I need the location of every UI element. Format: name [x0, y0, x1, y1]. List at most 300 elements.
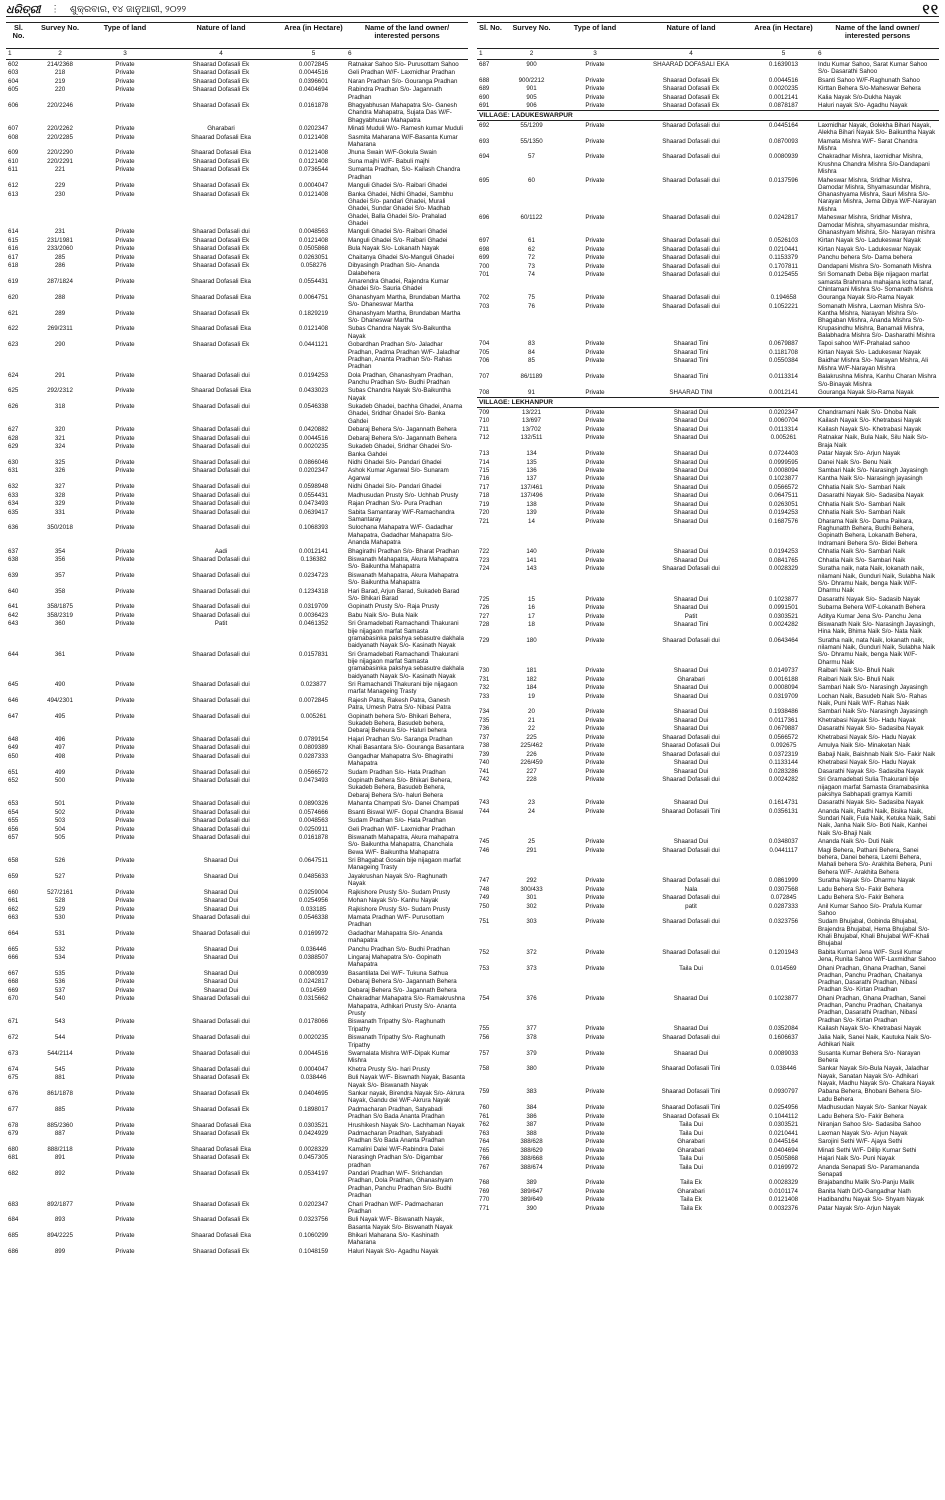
table-row	[477, 121, 939, 137]
sl-no: 728	[479, 621, 490, 629]
land-nature: Shaarad Dofasali Ek	[192, 245, 250, 253]
area-hectare: 0.1023877	[768, 475, 799, 483]
owner-names: Kirtan Nayak S/o- Ladukeswar Nayak	[818, 237, 921, 245]
land-nature: Shaarad Dui	[673, 458, 709, 466]
owner-names: Lingaraj Mahapatra S/o- Gopinath Mahapatra	[348, 954, 442, 969]
survey-no: 25	[528, 838, 535, 846]
area-hectare: 0.0457305	[298, 1154, 329, 1162]
area-hectare: 0.0287333	[298, 752, 329, 760]
area-hectare: 0.0202347	[768, 408, 799, 416]
survey-no: 331	[54, 508, 66, 516]
owner-names: Hrushikesh Nayak S/o- Lachhaman Nayak	[348, 1121, 465, 1129]
land-nature: Shaarad Dofasali dui	[192, 800, 250, 808]
land-type: Private	[115, 914, 135, 922]
sl-no: 725	[479, 595, 490, 603]
area-hectare: 0.0254956	[768, 1104, 799, 1112]
survey-no: 75	[528, 294, 535, 302]
land-nature: Shaarad Dui	[673, 509, 709, 517]
area-hectare: 0.0169972	[298, 929, 329, 937]
survey-no: 14	[528, 517, 535, 525]
area-hectare: 0.0307568	[768, 885, 799, 893]
sl-no: 769	[479, 1187, 490, 1195]
table-row	[6, 524, 468, 547]
area-hectare: 0.0020235	[298, 1034, 329, 1042]
sl-no: 636	[8, 524, 19, 532]
area-hectare: 0.0044516	[298, 434, 329, 442]
land-type: Private	[585, 716, 605, 724]
survey-no: 227	[526, 767, 537, 775]
land-type: Private	[115, 434, 135, 442]
sl-no: 738	[479, 742, 490, 750]
table-row	[477, 483, 939, 491]
land-nature: Shaarad Dofasali dui	[192, 587, 250, 595]
land-type: Private	[115, 190, 135, 198]
land-nature: Shaarad Dofasali dui	[192, 603, 250, 611]
area-hectare: 0.0210441	[768, 1129, 799, 1137]
sl-no: 750	[479, 902, 490, 910]
land-type: Private	[585, 517, 605, 525]
sl-no: 622	[8, 325, 19, 333]
table-row	[6, 69, 468, 77]
survey-no: 540	[54, 995, 66, 1003]
survey-no: 83	[528, 340, 535, 348]
village-heading: VILLAGE: LEKHANPUR	[477, 397, 939, 407]
survey-no: 221	[54, 166, 66, 174]
sl-no: 649	[8, 744, 19, 752]
area-hectare: 0.0161878	[298, 834, 329, 841]
survey-no: 495	[54, 712, 66, 720]
owner-names: Madhusudan Nayak S/o- Sankar Nayak	[818, 1104, 927, 1112]
land-type: Private	[115, 1216, 135, 1224]
land-nature: Shaarad Dofasali Ek	[192, 341, 250, 349]
owner-names: Rajesh Patra, Rakesh Patra, Ganesh Patra, Umesh Patra S/o- Nibasi Patra	[348, 696, 451, 712]
owner-names: Chhatia Naik S/o- Sambari Naik	[818, 483, 906, 491]
owner-names: Rajan Pradhan S/o- Pura Pradhan	[348, 500, 443, 508]
survey-no: 544	[54, 1034, 66, 1042]
survey-no: 888/2118	[47, 1145, 73, 1153]
survey-no: 181	[526, 667, 537, 675]
land-nature: Shaarad Tini	[673, 348, 709, 356]
header-area: Area (in Hectare)	[751, 23, 816, 49]
sl-no: 711	[479, 425, 489, 433]
owner-names: Sabita Samantaray W/F-Ramachandra Samantaray	[348, 508, 455, 523]
land-nature: Shaarad Dofasali Ek	[662, 93, 720, 101]
owner-names: Minati Sethi W/F- Dillip Kumar Sethi	[818, 1146, 917, 1154]
land-type: Private	[115, 426, 135, 434]
land-nature: Taila Dui	[679, 1163, 703, 1171]
table-row	[6, 1018, 468, 1034]
owner-names: Biswanath Tripathy S/o- Raghunath Tripathy	[348, 1018, 446, 1033]
sl-no: 664	[8, 929, 19, 937]
land-nature: Shaarad Dofasali Eka	[191, 387, 251, 395]
header-owner: Name of the land owner/ interested persons	[816, 23, 939, 49]
table-row	[477, 838, 939, 846]
area-hectare: 0.0044516	[768, 76, 799, 84]
owner-names: Gouranga Nayak S/o-Rama Nayak	[818, 389, 914, 396]
land-type: Private	[115, 157, 135, 165]
village-heading-row	[477, 111, 939, 121]
village-heading-row	[477, 397, 939, 407]
owner-names: Ashok Kumar Agarwal S/o- Sunaram Agarwal	[348, 467, 449, 482]
land-nature: Shaarad Dofasali dui	[192, 735, 250, 743]
page-number: ୧୧	[922, 1, 939, 17]
survey-no: 230	[54, 190, 66, 198]
owner-names: Ananda Naik, Radhi Naik, Bisika Naik, Sundari Naik, Fula Naik, Ketuka Naik, Sabi Naik, Janha Naik S/o- Boti Naik, Kanhei Naik S/o-Bhaji Naik	[818, 807, 936, 837]
table-row	[6, 954, 468, 970]
sl-no: 634	[8, 500, 19, 508]
land-nature: Shaarad Dofasali dui	[662, 948, 720, 956]
table-row	[6, 443, 468, 459]
owner-names: Jalia Naik, Sanei Naik, Kautuka Naik S/o- Adhikari Naik	[818, 1033, 932, 1049]
table-row	[6, 897, 468, 905]
owner-names: Biswanath Mahapatra, Akura Mahapatra S/o- Baikuntha Mahapatra	[348, 571, 459, 587]
land-nature: Shaarad Dofasali Ek	[662, 85, 720, 93]
owner-names: Kailash Nayak S/o- Khetrabasi Nayak	[818, 417, 922, 425]
land-type: Private	[115, 897, 135, 905]
sl-no: 651	[8, 768, 19, 776]
area-hectare: 0.0012141	[768, 389, 799, 396]
land-type: Private	[115, 245, 135, 253]
land-type: Private	[115, 1105, 135, 1113]
sl-no: 756	[479, 1033, 490, 1041]
table-row	[477, 245, 939, 253]
survey-no: 496	[54, 735, 66, 743]
owner-names: Babaji Naik, Baishnab Naik S/o- Fakir Naik	[818, 750, 936, 758]
land-type: Private	[115, 1170, 135, 1178]
land-type: Private	[585, 742, 605, 750]
land-type: Private	[115, 872, 135, 880]
sl-no: 751	[479, 918, 490, 926]
land-type: Private	[115, 102, 135, 110]
sl-no: 604	[8, 77, 19, 85]
header-nature: Nature of land	[161, 23, 281, 49]
area-hectare: 0.0991501	[768, 604, 799, 612]
land-nature: Shaarad Dofasali Tini	[661, 807, 721, 815]
sl-no: 735	[479, 716, 490, 724]
land-nature: Shaarad Dofasali dui	[192, 914, 250, 922]
sl-no: 685	[8, 1232, 19, 1240]
land-nature: Shaarad Dofasali dui	[662, 1033, 720, 1041]
sl-no: 699	[479, 254, 490, 262]
survey-no: 324	[54, 443, 66, 451]
land-type: Private	[585, 417, 605, 425]
area-hectare: 0.0303521	[298, 1121, 329, 1129]
land-nature: Shaarad Dofasali dui	[192, 434, 250, 442]
area-hectare: 0.0809389	[298, 744, 329, 752]
land-nature: Shaarad Dofasali dui	[192, 403, 250, 411]
sl-no: 737	[479, 733, 490, 741]
land-type: Private	[115, 443, 135, 451]
survey-no: 220/2246	[47, 102, 73, 110]
area-hectare: 0.0121408	[298, 133, 329, 141]
sl-no: 661	[8, 897, 19, 905]
owner-names: Ananda Senapati S/o- Paramananda Senapati	[818, 1163, 920, 1178]
area-hectare: 0.0505868	[298, 245, 329, 253]
survey-no: 390	[526, 1204, 537, 1212]
header-area: Area (in Hectare)	[281, 23, 346, 49]
sl-no: 620	[8, 293, 19, 301]
land-nature: Shaarad Dui	[673, 517, 709, 525]
survey-no: 502	[54, 808, 66, 816]
table-row	[6, 816, 468, 824]
owner-names: Maheswar Mishra, Sridhar Mishra, Damodar Mishra, Shyamasundar Mishra, Ghanashyama Mishra, Sauri Mishra S/o- Narayan Mishra, Jema Dibya W/F-Narayan Mishra	[818, 176, 937, 213]
survey-no: 13/221	[522, 408, 541, 416]
sl-no: 639	[8, 571, 19, 579]
table-row	[477, 918, 939, 948]
land-nature: Shaarad Dofasali dui	[662, 565, 720, 573]
sl-no: 677	[8, 1105, 19, 1113]
land-nature: Shaarad Dofasali dui	[662, 237, 720, 245]
area-hectare: 0.0008094	[768, 684, 799, 692]
table-row	[477, 1129, 939, 1137]
owner-names: Khetrabasi Nayak S/o- Hadu Nayak	[818, 759, 916, 767]
table-row	[6, 1074, 468, 1090]
owner-names: Kirtan Nayak S/o- Ladukeswar Nayak	[818, 245, 921, 253]
land-type: Private	[115, 556, 135, 564]
table-row	[477, 708, 939, 716]
owner-names: Chhatia Naik S/o- Sambari Naik	[818, 556, 906, 564]
land-nature: Shaarad Dofasali dui	[192, 808, 250, 816]
area-hectare: 0.0424929	[298, 1130, 329, 1138]
survey-no: 138	[526, 500, 537, 508]
land-nature: Shaarad Dui	[203, 897, 239, 905]
table-row	[477, 807, 939, 837]
survey-no: 137	[526, 475, 537, 483]
area-hectare: 0.0473493	[298, 776, 329, 784]
survey-no: 328	[54, 491, 66, 499]
table-row	[6, 1154, 468, 1170]
table-row	[6, 986, 468, 994]
owner-names: Minati Muduli W/o- Ramesh kumar Muduli	[348, 125, 463, 133]
owner-names: Chakradhar Mishra, laxmidhar Mishra, Krushna Chandra Mishra S/o-Dandapani Mishra	[818, 153, 930, 176]
sl-no: 736	[479, 725, 490, 733]
table-row	[6, 1049, 468, 1065]
land-nature: Shaarad Dofasali dui	[192, 458, 250, 466]
land-type: Private	[585, 245, 605, 253]
table-row	[6, 60, 468, 69]
owner-names: Biswanath Mahapatra, Akura Mahapatra S/o- Baikuntha Mahapatra	[348, 556, 459, 571]
table-row	[477, 692, 939, 708]
land-nature: Shaarad Dofasali dui	[192, 995, 250, 1003]
area-hectare: 0.058276	[300, 262, 327, 270]
area-hectare: 0.1068393	[298, 524, 329, 532]
area-hectare: 0.0194253	[768, 509, 799, 517]
survey-no: 885/2360	[47, 1121, 73, 1129]
sl-no: 655	[8, 817, 19, 825]
survey-no: 84	[528, 348, 535, 356]
land-nature: Shaarad Dui	[673, 716, 709, 724]
area-hectare: 0.0598948	[298, 483, 329, 491]
owner-names: Ananda Naik S/o- Duti Naik	[818, 838, 894, 846]
sl-no: 698	[479, 245, 490, 253]
sl-no: 687	[479, 60, 490, 68]
survey-no: 23	[528, 799, 535, 807]
left-column	[6, 22, 468, 1498]
land-nature: Shaarad Dofasali dui	[192, 776, 250, 784]
survey-no: 72	[528, 254, 535, 262]
sl-no: 659	[8, 872, 19, 880]
area-hectare: 0.0121408	[298, 325, 329, 333]
table-row	[477, 885, 939, 893]
owner-names: Chaitanya Ghadei S/o-Manguli Ghadei	[348, 253, 454, 261]
area-hectare: 0.0117361	[769, 716, 798, 724]
owner-names: Maheswar Mishra, Sridhar Mishra, Damodar Mishra, shyamasundar mishra, Ghanashyam Mishra, S/o- Narayan mishra	[818, 214, 936, 236]
area-hectare: 0.1181708	[769, 348, 798, 356]
sl-no: 612	[8, 182, 19, 190]
survey-no: 286	[54, 262, 66, 270]
survey-no: 534	[54, 954, 66, 962]
table-row	[477, 294, 939, 302]
owner-names: Bhikari Maharana S/o- Kashinath Maharana	[348, 1232, 439, 1247]
survey-no: 358/1875	[47, 603, 73, 611]
sl-no: 739	[479, 750, 490, 758]
sl-no: 619	[8, 278, 19, 286]
land-nature: Shaarad Dui	[203, 872, 239, 880]
area-hectare: 0.0242817	[298, 978, 329, 986]
survey-no: 220/2290	[47, 149, 73, 157]
table-row	[477, 1163, 939, 1179]
survey-no: 15	[528, 595, 535, 603]
table-row	[477, 595, 939, 603]
land-nature: Shaarad Dui	[673, 1049, 709, 1057]
land-nature: Shaarad Dui	[203, 888, 239, 896]
owner-names: Haluri Nayak S/o- Agadhu Nayak	[348, 1247, 439, 1255]
area-hectare: 0.0254956	[298, 897, 329, 905]
owner-names: Brajabandhu Malik S/o-Panju Malik	[818, 1179, 915, 1187]
land-nature: Shaarad Dui	[673, 799, 709, 807]
land-type: Private	[585, 408, 605, 416]
survey-no: 384	[526, 1104, 537, 1112]
survey-no: 76	[528, 302, 535, 310]
survey-no: 891	[54, 1154, 66, 1162]
land-nature: Shaarad Dui	[673, 492, 709, 500]
area-hectare: 0.0372319	[768, 750, 799, 758]
sl-no: 766	[479, 1155, 490, 1163]
survey-no: 530	[54, 914, 66, 922]
land-type: Private	[585, 1179, 605, 1187]
area-hectare: 0.1201943	[768, 948, 799, 956]
land-type: Private	[115, 1130, 135, 1138]
survey-no: 226	[526, 750, 537, 758]
sl-no: 642	[8, 611, 19, 619]
area-hectare: 0.1234318	[298, 587, 329, 595]
area-hectare: 0.0008094	[768, 466, 799, 474]
land-nature: Shaarad Dofasali dui	[662, 877, 720, 885]
land-type: Private	[115, 817, 135, 825]
sl-no: 708	[479, 389, 490, 396]
sl-no: 681	[8, 1154, 19, 1162]
owner-names: Chandramani Naik S/o- Dhoba Naik	[818, 408, 917, 416]
survey-no: 861/1878	[47, 1090, 73, 1098]
land-type: Private	[585, 556, 605, 564]
table-row	[477, 302, 939, 340]
land-type: Private	[115, 371, 135, 379]
land-type: Private	[115, 403, 135, 411]
land-nature: Shaarad Dofasali Ek	[192, 253, 250, 261]
area-hectare: 0.0032376	[768, 1204, 799, 1212]
owner-names: Magi Behera, Pathani Behera, Sanei behera, Danei behera, Laxmi Behera, Mahali behera S/o- Arakhita Behera, Puni Behera W/F- Arakhita Behera	[818, 846, 932, 876]
land-type: Private	[585, 902, 605, 910]
survey-no: 358	[54, 587, 66, 595]
land-nature: Gharabari	[677, 1146, 705, 1154]
land-nature: Shaarad Dofasali Eka	[191, 325, 251, 333]
owner-names: Mohan Nayak S/o- Kanhu Nayak	[348, 897, 439, 905]
table-row	[477, 1204, 939, 1212]
table-row	[477, 153, 939, 176]
table-row	[6, 929, 468, 945]
survey-no: 231	[54, 228, 66, 236]
survey-no: 57	[528, 153, 535, 161]
area-hectare: 0.0024282	[768, 776, 799, 784]
survey-no: 287/1824	[47, 278, 73, 286]
land-nature: Shaarad Dui	[673, 425, 709, 433]
table-row	[6, 483, 468, 491]
sl-no: 635	[8, 508, 19, 516]
area-hectare: 0.1023877	[768, 595, 799, 603]
table-row	[477, 750, 939, 758]
column-number: 6	[816, 49, 939, 60]
table-row	[6, 86, 468, 102]
area-hectare: 0.014569	[300, 986, 327, 994]
survey-no: 325	[54, 458, 66, 466]
owner-names: Laxman Nayak S/o- Arjun Nayak	[818, 1129, 908, 1137]
survey-no: 62	[528, 245, 535, 253]
land-nature: Gharabari	[207, 125, 235, 133]
survey-no: 288	[54, 293, 66, 301]
land-nature: Shaarad Dofasali dui	[662, 245, 720, 253]
land-nature: Shaarad Dofasali dui	[192, 228, 250, 236]
land-nature: Shaarad Dofasali dui	[192, 508, 250, 516]
survey-no: 292/2312	[47, 387, 73, 395]
sl-no: 721	[479, 517, 490, 525]
area-hectare: 0.0080939	[298, 969, 329, 977]
owner-names: Patar Nayak S/o- Arjun Nayak	[818, 450, 901, 458]
survey-no: 376	[526, 994, 537, 1002]
table-row	[477, 846, 939, 876]
land-nature: Shaarad Dofasali dui	[662, 302, 720, 310]
owner-names: Suratha Nayak S/o- Dharmu Nayak	[818, 877, 915, 885]
survey-no: 899	[54, 1247, 66, 1255]
area-hectare: 0.194658	[770, 294, 797, 302]
owner-names: Bula Nayak S/o- Lokanath Nayak	[348, 245, 440, 253]
sl-no: 637	[8, 547, 19, 555]
sl-no: 692	[479, 121, 490, 129]
survey-no: 360	[54, 620, 66, 628]
survey-no: 300/433	[520, 885, 543, 893]
land-type: Private	[115, 125, 135, 133]
land-type: Private	[115, 1121, 135, 1129]
area-hectare: 0.0485633	[298, 872, 329, 880]
area-hectare: 0.0643464	[768, 636, 799, 644]
land-nature: Shaarad Dui	[203, 986, 239, 994]
land-nature: Shaarad Dofasali dui	[662, 271, 720, 279]
area-hectare: 0.0202347	[298, 467, 329, 475]
owner-names: Ladu Behera S/o- Fakir Behera	[818, 885, 904, 893]
land-nature: Shaarad Dofasali Ek	[192, 309, 250, 317]
sl-no: 689	[479, 85, 490, 93]
owner-names: Banita Nath D/O-Gangadhar Nath	[818, 1187, 911, 1195]
survey-no: 500	[54, 776, 66, 784]
land-type: Private	[585, 684, 605, 692]
land-type: Private	[115, 776, 135, 784]
sl-no: 702	[479, 294, 490, 302]
header-nature: Nature of land	[631, 23, 751, 49]
sl-no: 759	[479, 1088, 490, 1096]
area-hectare: 0.0036423	[298, 611, 329, 619]
land-type: Private	[115, 500, 135, 508]
area-hectare: 0.005261	[300, 712, 327, 720]
table-row	[477, 1088, 939, 1104]
